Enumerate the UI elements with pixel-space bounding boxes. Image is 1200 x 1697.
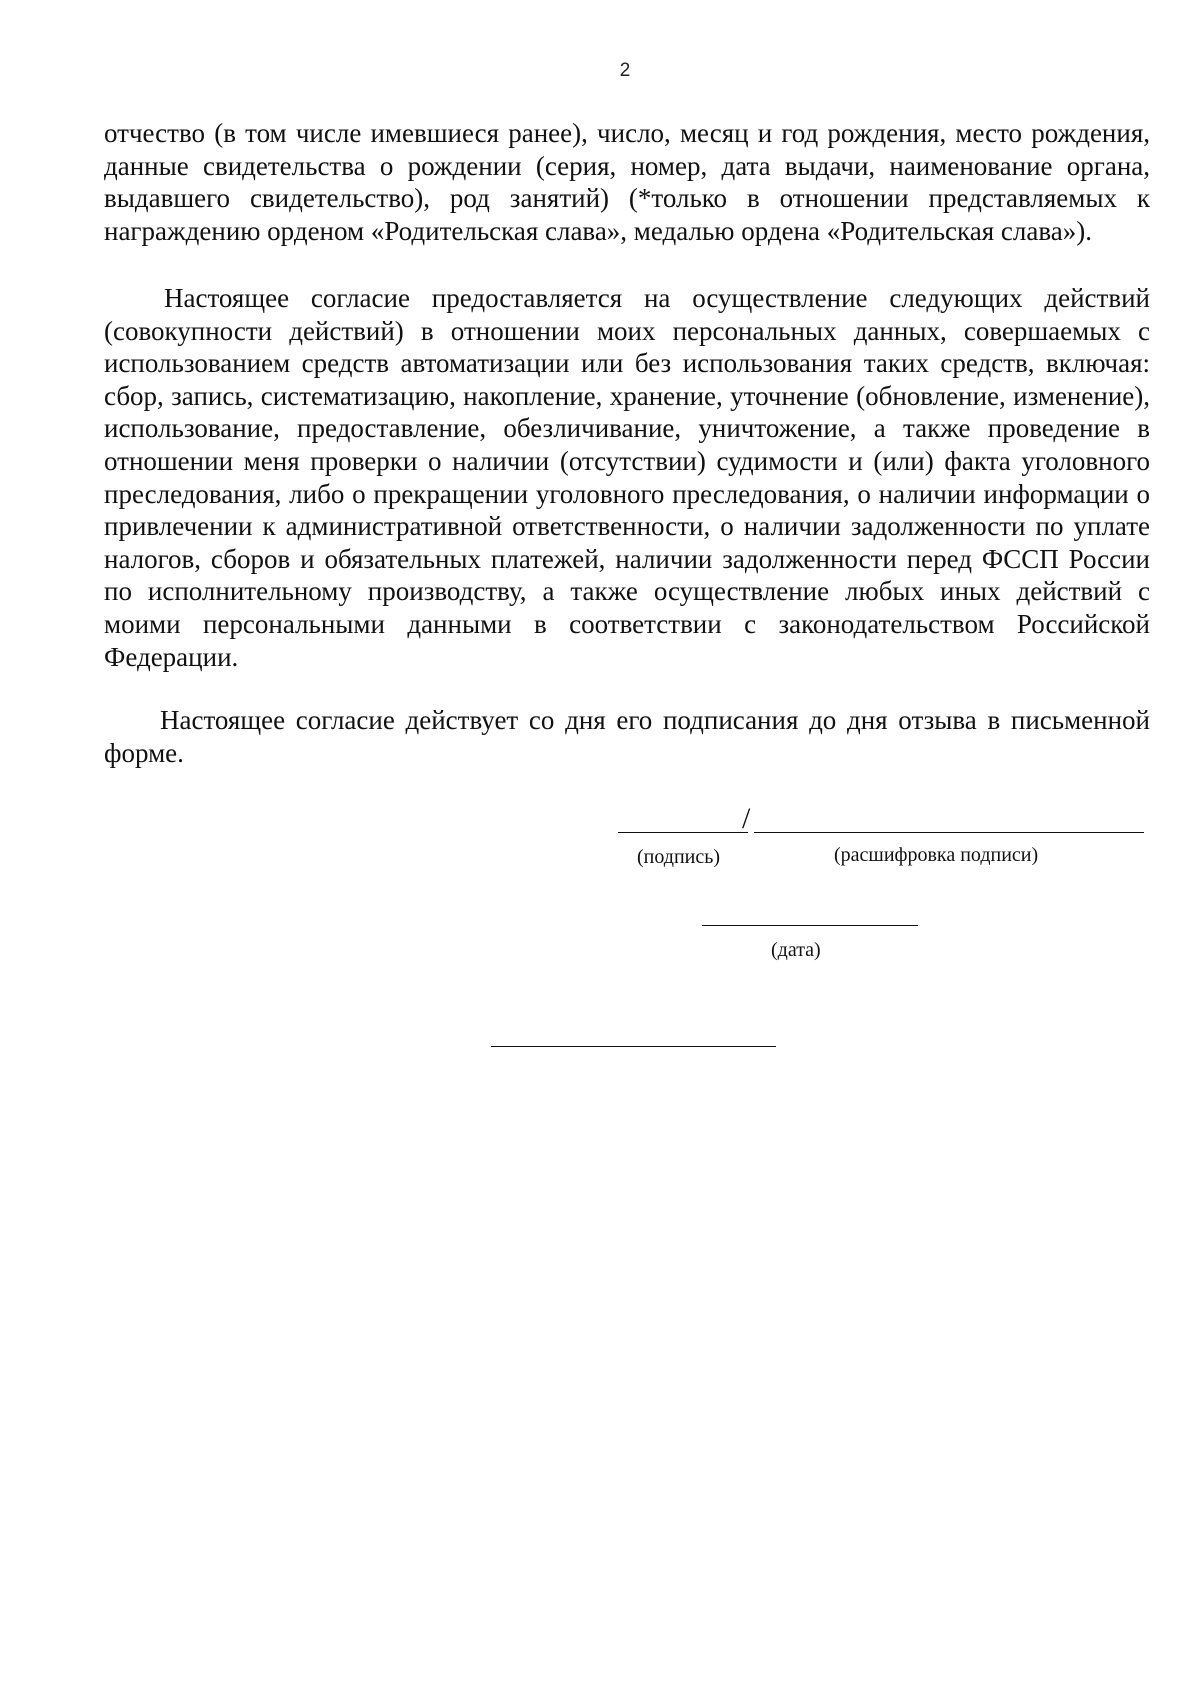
signature-line[interactable] bbox=[618, 832, 748, 833]
signature-caption: (подпись) bbox=[637, 846, 721, 868]
page-number: 2 bbox=[619, 60, 631, 81]
end-of-document-line bbox=[491, 1046, 776, 1047]
paragraph-consent-validity: Настоящее согласие действует со дня его подписания до дня отзыва в письменной форме. bbox=[104, 705, 1150, 768]
signature-decoding-line[interactable] bbox=[754, 832, 1144, 833]
signature-decoding-caption: (расшифровка подписи) bbox=[834, 844, 1039, 866]
date-caption: (дата) bbox=[771, 939, 821, 961]
paragraph-consent-actions: Настоящее согласие предоставляется на осуществление следующих действий (совокупности действий) в отношении моих персональных данных, совершаемых с использованием средств автоматизации или без использования таких средств, включая: сбор, запись, систематизацию, накопление, хранение, уточнение (обновление, изменение), использование, предоставление, обезличивание, уничтожение, а также проведение в отношении меня проверки о наличии (отсутствии) судимости и (или) факта уголовного преследования, либо о прекращении уголовного преследования, о наличии информации о привлечении к административной ответственности, о наличии задолженности по уплате налогов, сборов и обязательных платежей, наличии задолженности перед ФССП России по исполнительному производству, а также осуществление любых иных действий с моими персональными данными в соответствии с законодательством Российской Федерации. bbox=[104, 283, 1150, 672]
date-line[interactable] bbox=[702, 925, 918, 926]
signature-separator: / bbox=[742, 802, 751, 835]
paragraph-personal-data-list: отчество (в том числе имевшиеся ранее), число, месяц и год рождения, место рождения, данные свидетельства о рождении (серия, номер, дата выдачи, наименование органа, выдавшего свидетельство), род занятий) (*только в отношении представляемых к награждению орденом «Родительская слава», медалью ордена «Родительская слава»). bbox=[104, 118, 1150, 246]
